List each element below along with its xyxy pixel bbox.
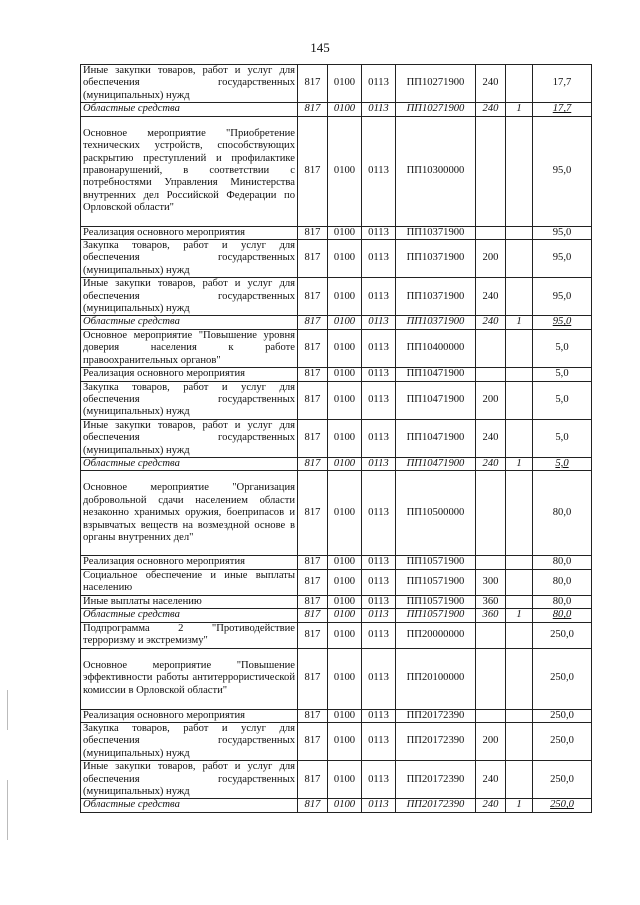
cell-name: Основное мероприятие "Приобретение технических устройств, способствующих раскрытию преступлений и профилактике правонарушений, в соответствии с потребностями Управления Министерства внутренних дел Российской Федерации по Орловской области" bbox=[81, 116, 298, 226]
cell-section: 0100 bbox=[328, 799, 362, 812]
cell-subsection: 0113 bbox=[362, 761, 396, 799]
cell-section: 0100 bbox=[328, 226, 362, 239]
table-row bbox=[81, 722, 592, 760]
cell-source: 1 bbox=[506, 799, 533, 812]
cell-subsection: 0113 bbox=[362, 648, 396, 709]
cell-source bbox=[506, 471, 533, 556]
cell-expense bbox=[476, 368, 506, 381]
cell-expense: 200 bbox=[476, 381, 506, 419]
cell-name: Закупка товаров, работ и услуг для обеспечения государственных (муниципальных) нужд bbox=[81, 381, 298, 419]
cell-target: ПП20172390 bbox=[396, 722, 476, 760]
cell-ministry: 817 bbox=[298, 457, 328, 470]
cell-source: 1 bbox=[506, 316, 533, 329]
cell-expense bbox=[476, 471, 506, 556]
cell-target: ПП10571900 bbox=[396, 569, 476, 595]
cell-subsection: 0113 bbox=[362, 556, 396, 569]
cell-name: Основное мероприятие "Повышение эффективности работы антитеррористической комиссии в Орловской области" bbox=[81, 648, 298, 709]
cell-name: Областные средства bbox=[81, 457, 298, 470]
cell-subsection: 0113 bbox=[362, 240, 396, 278]
cell-ministry: 817 bbox=[298, 116, 328, 226]
cell-source bbox=[506, 569, 533, 595]
cell-ministry: 817 bbox=[298, 595, 328, 608]
cell-section: 0100 bbox=[328, 116, 362, 226]
cell-source bbox=[506, 648, 533, 709]
cell-target: ПП10371900 bbox=[396, 316, 476, 329]
cell-source bbox=[506, 226, 533, 239]
cell-expense: 200 bbox=[476, 240, 506, 278]
cell-subsection: 0113 bbox=[362, 65, 396, 103]
table-row bbox=[81, 368, 592, 381]
cell-subsection: 0113 bbox=[362, 329, 396, 367]
cell-ministry: 817 bbox=[298, 556, 328, 569]
cell-ministry: 817 bbox=[298, 329, 328, 367]
cell-expense: 240 bbox=[476, 761, 506, 799]
cell-expense bbox=[476, 329, 506, 367]
cell-section: 0100 bbox=[328, 622, 362, 648]
cell-subsection: 0113 bbox=[362, 419, 396, 457]
cell-section: 0100 bbox=[328, 709, 362, 722]
cell-source: 1 bbox=[506, 103, 533, 116]
cell-source bbox=[506, 116, 533, 226]
cell-expense: 240 bbox=[476, 799, 506, 812]
cell-amount: 17,7 bbox=[533, 65, 592, 103]
scan-margin-mark bbox=[7, 780, 8, 840]
cell-target: ПП10471900 bbox=[396, 457, 476, 470]
cell-source bbox=[506, 368, 533, 381]
cell-ministry: 817 bbox=[298, 103, 328, 116]
cell-expense: 240 bbox=[476, 457, 506, 470]
cell-section: 0100 bbox=[328, 457, 362, 470]
table-body bbox=[81, 65, 592, 813]
cell-source bbox=[506, 240, 533, 278]
cell-amount: 80,0 bbox=[533, 595, 592, 608]
cell-amount: 95,0 bbox=[533, 116, 592, 226]
cell-target: ПП10500000 bbox=[396, 471, 476, 556]
table-row bbox=[81, 622, 592, 648]
cell-ministry: 817 bbox=[298, 419, 328, 457]
cell-source bbox=[506, 595, 533, 608]
cell-subsection: 0113 bbox=[362, 316, 396, 329]
cell-target: ПП10371900 bbox=[396, 226, 476, 239]
cell-expense bbox=[476, 556, 506, 569]
cell-section: 0100 bbox=[328, 609, 362, 622]
cell-subsection: 0113 bbox=[362, 569, 396, 595]
cell-ministry: 817 bbox=[298, 722, 328, 760]
cell-ministry: 817 bbox=[298, 799, 328, 812]
cell-section: 0100 bbox=[328, 278, 362, 316]
cell-name: Реализация основного мероприятия bbox=[81, 368, 298, 381]
cell-section: 0100 bbox=[328, 648, 362, 709]
table-row bbox=[81, 65, 592, 103]
cell-subsection: 0113 bbox=[362, 103, 396, 116]
cell-section: 0100 bbox=[328, 471, 362, 556]
cell-expense: 240 bbox=[476, 419, 506, 457]
table-row bbox=[81, 709, 592, 722]
table-row bbox=[81, 648, 592, 709]
cell-ministry: 817 bbox=[298, 381, 328, 419]
table-row bbox=[81, 595, 592, 608]
cell-section: 0100 bbox=[328, 65, 362, 103]
cell-subsection: 0113 bbox=[362, 278, 396, 316]
cell-name: Реализация основного мероприятия bbox=[81, 556, 298, 569]
cell-source bbox=[506, 419, 533, 457]
cell-name: Иные закупки товаров, работ и услуг для обеспечения государственных (муниципальных) нужд bbox=[81, 419, 298, 457]
cell-expense bbox=[476, 648, 506, 709]
cell-source bbox=[506, 722, 533, 760]
cell-source: 1 bbox=[506, 457, 533, 470]
table-row bbox=[81, 569, 592, 595]
cell-target: ПП10571900 bbox=[396, 595, 476, 608]
cell-source bbox=[506, 278, 533, 316]
table-row bbox=[81, 316, 592, 329]
table-row bbox=[81, 457, 592, 470]
table-row bbox=[81, 278, 592, 316]
table-row bbox=[81, 609, 592, 622]
cell-amount: 5,0 bbox=[533, 381, 592, 419]
cell-name: Основное мероприятие "Организация добровольной сдачи населением области незаконно хранимых оружия, боеприпасов и взрывчатых веществ на возмездной основе в органы внутренних дел" bbox=[81, 471, 298, 556]
table-row bbox=[81, 329, 592, 367]
cell-section: 0100 bbox=[328, 722, 362, 760]
cell-amount: 250,0 bbox=[533, 622, 592, 648]
cell-expense bbox=[476, 116, 506, 226]
cell-name: Реализация основного мероприятия bbox=[81, 709, 298, 722]
cell-ministry: 817 bbox=[298, 622, 328, 648]
cell-target: ПП20172390 bbox=[396, 709, 476, 722]
page-number: 145 bbox=[310, 40, 330, 55]
cell-amount: 250,0 bbox=[533, 648, 592, 709]
cell-target: ПП20172390 bbox=[396, 799, 476, 812]
cell-expense bbox=[476, 622, 506, 648]
cell-ministry: 817 bbox=[298, 240, 328, 278]
cell-target: ПП10300000 bbox=[396, 116, 476, 226]
cell-amount: 80,0 bbox=[533, 556, 592, 569]
cell-amount: 95,0 bbox=[533, 316, 592, 329]
cell-target: ПП10571900 bbox=[396, 556, 476, 569]
cell-target: ПП10471900 bbox=[396, 368, 476, 381]
table-row bbox=[81, 799, 592, 812]
cell-amount: 5,0 bbox=[533, 457, 592, 470]
cell-source bbox=[506, 761, 533, 799]
cell-name: Иные выплаты населению bbox=[81, 595, 298, 608]
table-row bbox=[81, 761, 592, 799]
cell-section: 0100 bbox=[328, 569, 362, 595]
cell-amount: 250,0 bbox=[533, 722, 592, 760]
cell-source bbox=[506, 381, 533, 419]
cell-subsection: 0113 bbox=[362, 381, 396, 419]
cell-section: 0100 bbox=[328, 381, 362, 419]
cell-amount: 250,0 bbox=[533, 799, 592, 812]
cell-subsection: 0113 bbox=[362, 116, 396, 226]
cell-target: ПП10271900 bbox=[396, 103, 476, 116]
table-row bbox=[81, 226, 592, 239]
table-row bbox=[81, 556, 592, 569]
cell-section: 0100 bbox=[328, 419, 362, 457]
cell-amount: 5,0 bbox=[533, 419, 592, 457]
cell-amount: 95,0 bbox=[533, 240, 592, 278]
cell-source: 1 bbox=[506, 609, 533, 622]
cell-source bbox=[506, 556, 533, 569]
cell-subsection: 0113 bbox=[362, 709, 396, 722]
cell-name: Закупка товаров, работ и услуг для обеспечения государственных (муниципальных) нужд bbox=[81, 240, 298, 278]
cell-ministry: 817 bbox=[298, 609, 328, 622]
cell-ministry: 817 bbox=[298, 368, 328, 381]
cell-target: ПП10371900 bbox=[396, 278, 476, 316]
cell-subsection: 0113 bbox=[362, 609, 396, 622]
cell-ministry: 817 bbox=[298, 648, 328, 709]
cell-target: ПП10371900 bbox=[396, 240, 476, 278]
cell-name: Подпрограмма 2 "Противодействие терроризму и экстремизму" bbox=[81, 622, 298, 648]
cell-target: ПП20100000 bbox=[396, 648, 476, 709]
scan-margin-mark bbox=[7, 690, 8, 730]
cell-expense: 360 bbox=[476, 609, 506, 622]
table-row bbox=[81, 103, 592, 116]
cell-amount: 250,0 bbox=[533, 761, 592, 799]
cell-section: 0100 bbox=[328, 103, 362, 116]
cell-target: ПП10271900 bbox=[396, 65, 476, 103]
table-row bbox=[81, 116, 592, 226]
cell-ministry: 817 bbox=[298, 471, 328, 556]
cell-section: 0100 bbox=[328, 368, 362, 381]
cell-expense: 240 bbox=[476, 103, 506, 116]
cell-ministry: 817 bbox=[298, 569, 328, 595]
cell-subsection: 0113 bbox=[362, 226, 396, 239]
table-row bbox=[81, 240, 592, 278]
cell-target: ПП10571900 bbox=[396, 609, 476, 622]
cell-name: Реализация основного мероприятия bbox=[81, 226, 298, 239]
cell-expense: 360 bbox=[476, 595, 506, 608]
cell-subsection: 0113 bbox=[362, 595, 396, 608]
cell-source bbox=[506, 329, 533, 367]
cell-amount: 95,0 bbox=[533, 226, 592, 239]
cell-name: Областные средства bbox=[81, 103, 298, 116]
cell-name: Социальное обеспечение и иные выплаты населению bbox=[81, 569, 298, 595]
cell-ministry: 817 bbox=[298, 226, 328, 239]
cell-expense bbox=[476, 226, 506, 239]
cell-expense: 200 bbox=[476, 722, 506, 760]
cell-target: ПП10471900 bbox=[396, 419, 476, 457]
cell-name: Иные закупки товаров, работ и услуг для обеспечения государственных (муниципальных) нужд bbox=[81, 278, 298, 316]
cell-amount: 80,0 bbox=[533, 471, 592, 556]
cell-name: Областные средства bbox=[81, 316, 298, 329]
cell-source bbox=[506, 65, 533, 103]
cell-amount: 5,0 bbox=[533, 329, 592, 367]
cell-section: 0100 bbox=[328, 329, 362, 367]
cell-target: ПП20172390 bbox=[396, 761, 476, 799]
cell-section: 0100 bbox=[328, 316, 362, 329]
cell-subsection: 0113 bbox=[362, 457, 396, 470]
budget-table bbox=[80, 64, 592, 813]
cell-name: Основное мероприятие "Повышение уровня доверия населения к работе правоохранительных органов" bbox=[81, 329, 298, 367]
cell-subsection: 0113 bbox=[362, 622, 396, 648]
cell-target: ПП10471900 bbox=[396, 381, 476, 419]
cell-ministry: 817 bbox=[298, 278, 328, 316]
cell-subsection: 0113 bbox=[362, 799, 396, 812]
cell-expense: 300 bbox=[476, 569, 506, 595]
cell-ministry: 817 bbox=[298, 761, 328, 799]
cell-expense: 240 bbox=[476, 65, 506, 103]
cell-ministry: 817 bbox=[298, 709, 328, 722]
cell-section: 0100 bbox=[328, 556, 362, 569]
cell-name: Областные средства bbox=[81, 799, 298, 812]
cell-subsection: 0113 bbox=[362, 471, 396, 556]
cell-target: ПП20000000 bbox=[396, 622, 476, 648]
cell-source bbox=[506, 622, 533, 648]
cell-name: Областные средства bbox=[81, 609, 298, 622]
cell-expense bbox=[476, 709, 506, 722]
cell-ministry: 817 bbox=[298, 65, 328, 103]
cell-section: 0100 bbox=[328, 240, 362, 278]
cell-name: Закупка товаров, работ и услуг для обеспечения государственных (муниципальных) нужд bbox=[81, 722, 298, 760]
cell-name: Иные закупки товаров, работ и услуг для обеспечения государственных (муниципальных) нужд bbox=[81, 761, 298, 799]
cell-amount: 250,0 bbox=[533, 709, 592, 722]
cell-name: Иные закупки товаров, работ и услуг для обеспечения государственных (муниципальных) нужд bbox=[81, 65, 298, 103]
cell-subsection: 0113 bbox=[362, 368, 396, 381]
cell-amount: 80,0 bbox=[533, 609, 592, 622]
cell-section: 0100 bbox=[328, 761, 362, 799]
cell-amount: 17,7 bbox=[533, 103, 592, 116]
cell-source bbox=[506, 709, 533, 722]
cell-subsection: 0113 bbox=[362, 722, 396, 760]
cell-target: ПП10400000 bbox=[396, 329, 476, 367]
cell-expense: 240 bbox=[476, 316, 506, 329]
cell-amount: 80,0 bbox=[533, 569, 592, 595]
table-row bbox=[81, 471, 592, 556]
table-row bbox=[81, 419, 592, 457]
cell-amount: 95,0 bbox=[533, 278, 592, 316]
cell-ministry: 817 bbox=[298, 316, 328, 329]
table-row bbox=[81, 381, 592, 419]
cell-section: 0100 bbox=[328, 595, 362, 608]
cell-expense: 240 bbox=[476, 278, 506, 316]
cell-amount: 5,0 bbox=[533, 368, 592, 381]
